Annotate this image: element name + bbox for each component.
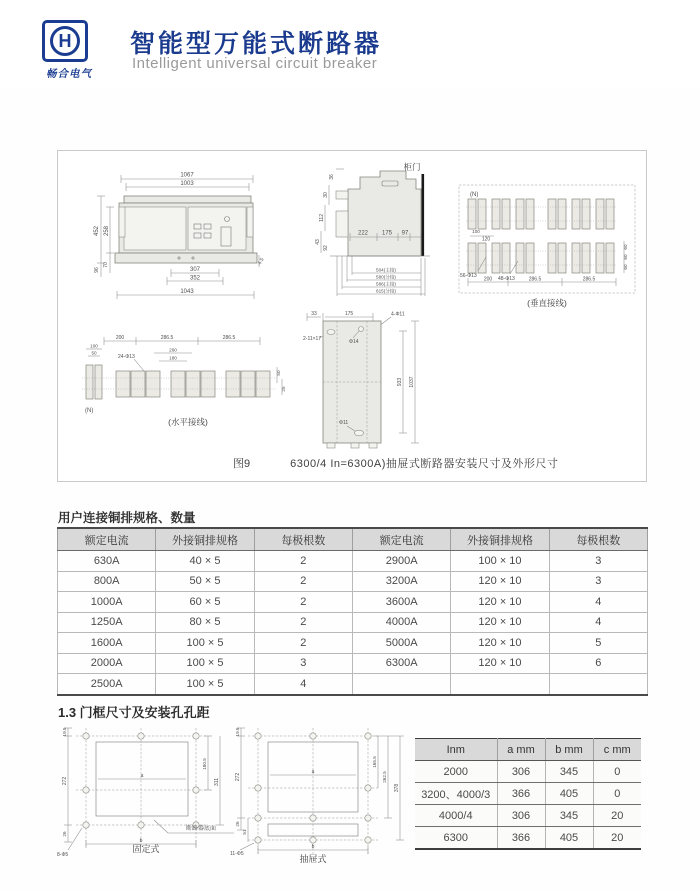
side-view-drawing [290, 161, 470, 311]
dim-label: 1037 [409, 376, 415, 388]
table-header-row [58, 528, 648, 551]
table-row [58, 653, 648, 674]
table-cell: 100 × 5 [156, 653, 254, 674]
table-cell: 306 [497, 761, 545, 783]
dim-label: 50 [91, 350, 97, 356]
dim-label: 580(分接) [376, 274, 396, 280]
table-cell: 100 × 5 [156, 633, 254, 654]
table-cell: 5 [549, 633, 647, 654]
table-cell: 345 [545, 805, 593, 827]
table-cell: 120 × 10 [451, 633, 549, 654]
dim-label: 50 [276, 370, 281, 376]
dim-label: Φ14 [349, 339, 359, 345]
table-cell: 20 [593, 827, 641, 850]
table-cell: 2 [254, 633, 352, 654]
column-header: 额定电流 [352, 528, 450, 551]
table-cell: 800A [58, 571, 156, 592]
dim-label: b [311, 844, 315, 850]
table-cell: 2 [254, 551, 352, 572]
dim-label: 26 [235, 821, 240, 827]
vertical-connection-caption: (垂直接线) [527, 298, 567, 308]
table-cell: 1250A [58, 612, 156, 633]
dim-label: 180.5 [202, 758, 207, 770]
column-header: 额定电流 [58, 528, 156, 551]
table-row [58, 592, 648, 613]
dim-label: 96 [94, 267, 100, 273]
dim-label: 200 [115, 335, 125, 341]
column-header: a mm [497, 739, 545, 761]
dim-label: 19.5 [62, 727, 67, 737]
table-cell: 2900A [352, 551, 450, 572]
dim-label: 615(分接) [376, 288, 396, 294]
dim-label: 272 [235, 772, 241, 782]
dim-label: 8-Φ5 [57, 852, 69, 858]
dim-label: a [311, 769, 315, 775]
figure-number: 图9 [233, 458, 251, 470]
dim-label: 51 [242, 829, 247, 835]
neutral-label: (N) [85, 408, 94, 414]
table-row [58, 674, 648, 695]
dim-label: 56-Φ13 [460, 273, 477, 279]
figure-caption [58, 455, 646, 471]
dim-label: 258 [104, 225, 110, 237]
breaker-bottom-note: 断路器底面 [185, 826, 217, 832]
table-cell: 20 [593, 805, 641, 827]
table-row [415, 761, 641, 783]
table-row [415, 783, 641, 805]
dim-label: 1043 [180, 289, 194, 295]
dim-label: 100 [472, 229, 480, 234]
table-header-row [415, 739, 641, 761]
fixed-type-caption: 固定式 [132, 844, 160, 854]
dim-label: 25 [281, 386, 286, 392]
column-header: Inm [415, 739, 497, 761]
table-cell: 120 × 10 [451, 592, 549, 613]
dim-label: 11-Φ5 [230, 851, 244, 857]
table-cell: 50 × 5 [156, 571, 254, 592]
table-row [58, 633, 648, 654]
dim-label: 60 [623, 254, 628, 260]
table-cell [352, 674, 450, 695]
bus-table-title: 用户连接铜排规格、数量 [58, 511, 196, 525]
table-row [58, 612, 648, 633]
column-header: 每极根数 [549, 528, 647, 551]
table-cell: 2000 [415, 761, 497, 783]
column-header: c mm [593, 739, 641, 761]
dim-label: 286.5 [160, 335, 174, 341]
dim-label: 175 [381, 230, 393, 237]
table-cell: 405 [545, 783, 593, 805]
drawer-type-caption: 抽屉式 [299, 854, 327, 864]
table-cell: 100 × 10 [451, 551, 549, 572]
table-cell: 60 × 5 [156, 592, 254, 613]
table-cell: 2 [254, 612, 352, 633]
dim-label: 200 [483, 276, 493, 283]
table-cell: 345 [545, 761, 593, 783]
dim-label: b [139, 838, 143, 844]
table-cell: 6300A [352, 653, 450, 674]
page-title: 智能型万能式断路器 [130, 30, 383, 58]
dim-label: 452 [94, 225, 100, 237]
front-view-drawing [91, 169, 281, 304]
dim-label: 100 [90, 343, 98, 349]
table-cell: 4 [549, 612, 647, 633]
table-row [415, 805, 641, 827]
dim-label: 175 [344, 311, 354, 317]
table-cell: 5000A [352, 633, 450, 654]
table-cell: 6 [549, 653, 647, 674]
dim-label: 4-Φ11 [391, 311, 405, 318]
dim-label: 30 [323, 192, 329, 198]
dim-label: 19.5 [235, 727, 240, 737]
dim-label: 97 [401, 230, 409, 237]
logo-letter: H [58, 31, 72, 51]
dim-label: 286.5 [528, 276, 542, 283]
table-cell: 120 × 10 [451, 612, 549, 633]
dim-label: 60 [623, 244, 628, 250]
dim-label: 504(主接) [376, 267, 396, 273]
drawer-type-shapes [237, 728, 404, 854]
table-row [58, 571, 648, 592]
table-cell: 4 [549, 592, 647, 613]
table-cell: 1600A [58, 633, 156, 654]
vertical-connection-drawing [456, 181, 641, 311]
table-cell: 2 [254, 571, 352, 592]
dim-label: 70 [103, 262, 109, 268]
dim-label: Φ11 [339, 420, 349, 426]
cassette-drawing [303, 307, 453, 457]
table-cell: 4000A [352, 612, 450, 633]
page-header [0, 0, 700, 88]
dim-label: 1067 [180, 172, 194, 179]
table-cell [549, 674, 647, 695]
table-cell: 366 [497, 783, 545, 805]
dim-label: 60 [623, 264, 628, 270]
dim-label: 120 [481, 236, 491, 243]
dim-label: 262.5 [382, 771, 387, 783]
table-cell: 306 [497, 805, 545, 827]
dim-label: 260 [169, 347, 177, 353]
logo-circle [50, 26, 80, 56]
table-cell: 1000A [58, 592, 156, 613]
table-cell: 0 [593, 761, 641, 783]
dim-label: 586(主接) [376, 281, 396, 287]
table-cell: 405 [545, 827, 593, 850]
horizontal-connection-shapes [82, 337, 282, 399]
dim-label: 352 [189, 275, 201, 282]
column-header: 外接铜排规格 [451, 528, 549, 551]
dim-label: 92 [323, 245, 329, 251]
front-view-shapes [97, 172, 259, 299]
table-cell: 0 [593, 783, 641, 805]
company-name: 畅合电气 [46, 68, 92, 80]
dim-label: 378 [394, 783, 400, 793]
dim-label: 43 [315, 239, 321, 245]
table-cell: 3200A [352, 571, 450, 592]
dim-label: 311 [214, 778, 220, 786]
dim-label: 222 [357, 230, 369, 237]
frame-dimension-table [415, 738, 641, 850]
dim-label: 48-Φ13 [498, 276, 515, 282]
table-cell: 6300 [415, 827, 497, 850]
dim-label: 1003 [180, 181, 194, 187]
dim-label: 165.5 [372, 756, 377, 768]
table-cell: 2500A [58, 674, 156, 695]
table-cell: 40 × 5 [156, 551, 254, 572]
dim-label: 36 [329, 174, 335, 180]
table-cell: 3600A [352, 592, 450, 613]
column-header: b mm [545, 739, 593, 761]
dim-label: 272 [62, 776, 68, 786]
table-row [58, 551, 648, 572]
dimension-figure [57, 150, 647, 482]
table-cell: 100 × 5 [156, 674, 254, 695]
table-cell: 2000A [58, 653, 156, 674]
dim-label: 4.5 [256, 256, 266, 267]
table-cell: 3 [254, 653, 352, 674]
fixed-type-drawing [56, 720, 236, 860]
horizontal-connection-drawing [76, 331, 296, 431]
dim-label: 24-Φ13 [118, 354, 135, 360]
dim-label: 180 [169, 355, 177, 361]
table-cell: 4000/4 [415, 805, 497, 827]
table-cell: 366 [497, 827, 545, 850]
dim-label: a [140, 773, 144, 779]
drawer-type-drawing [230, 720, 415, 865]
table-cell: 3 [549, 551, 647, 572]
page-subtitle: Intelligent universal circuit breaker [132, 55, 378, 72]
table-cell [451, 674, 549, 695]
dim-label: 26 [62, 831, 67, 837]
dim-label: 112 [319, 214, 325, 222]
dim-label: 307 [189, 267, 201, 273]
table-cell: 3200、4000/3 [415, 783, 497, 805]
table-cell: 4 [254, 674, 352, 695]
table-cell: 630A [58, 551, 156, 572]
table-row [415, 827, 641, 850]
dim-label: 286.5 [582, 276, 596, 283]
table-cell: 120 × 10 [451, 653, 549, 674]
cabinet-door-label: 柜门 [403, 162, 421, 172]
horizontal-connection-caption: (水平接线) [168, 417, 208, 427]
section-1-3-title: 1.3 门框尺寸及安装孔孔距 [58, 705, 210, 720]
column-header: 外接铜排规格 [156, 528, 254, 551]
dim-label: 33 [311, 311, 317, 317]
column-header: 每极根数 [254, 528, 352, 551]
dim-label: 286.5 [222, 335, 236, 341]
table-cell: 80 × 5 [156, 612, 254, 633]
dim-label: 933 [397, 377, 403, 387]
neutral-label: (N) [470, 192, 479, 198]
table-cell: 2 [254, 592, 352, 613]
dim-label: 2-11×17 [303, 336, 322, 342]
table-cell: 120 × 10 [451, 571, 549, 592]
table-cell: 3 [549, 571, 647, 592]
company-logo-icon [42, 20, 88, 62]
figure-caption-text: 6300/4 In=6300A)抽屉式断路器安装尺寸及外形尺寸 [290, 458, 559, 470]
busbar-spec-table [57, 527, 648, 696]
